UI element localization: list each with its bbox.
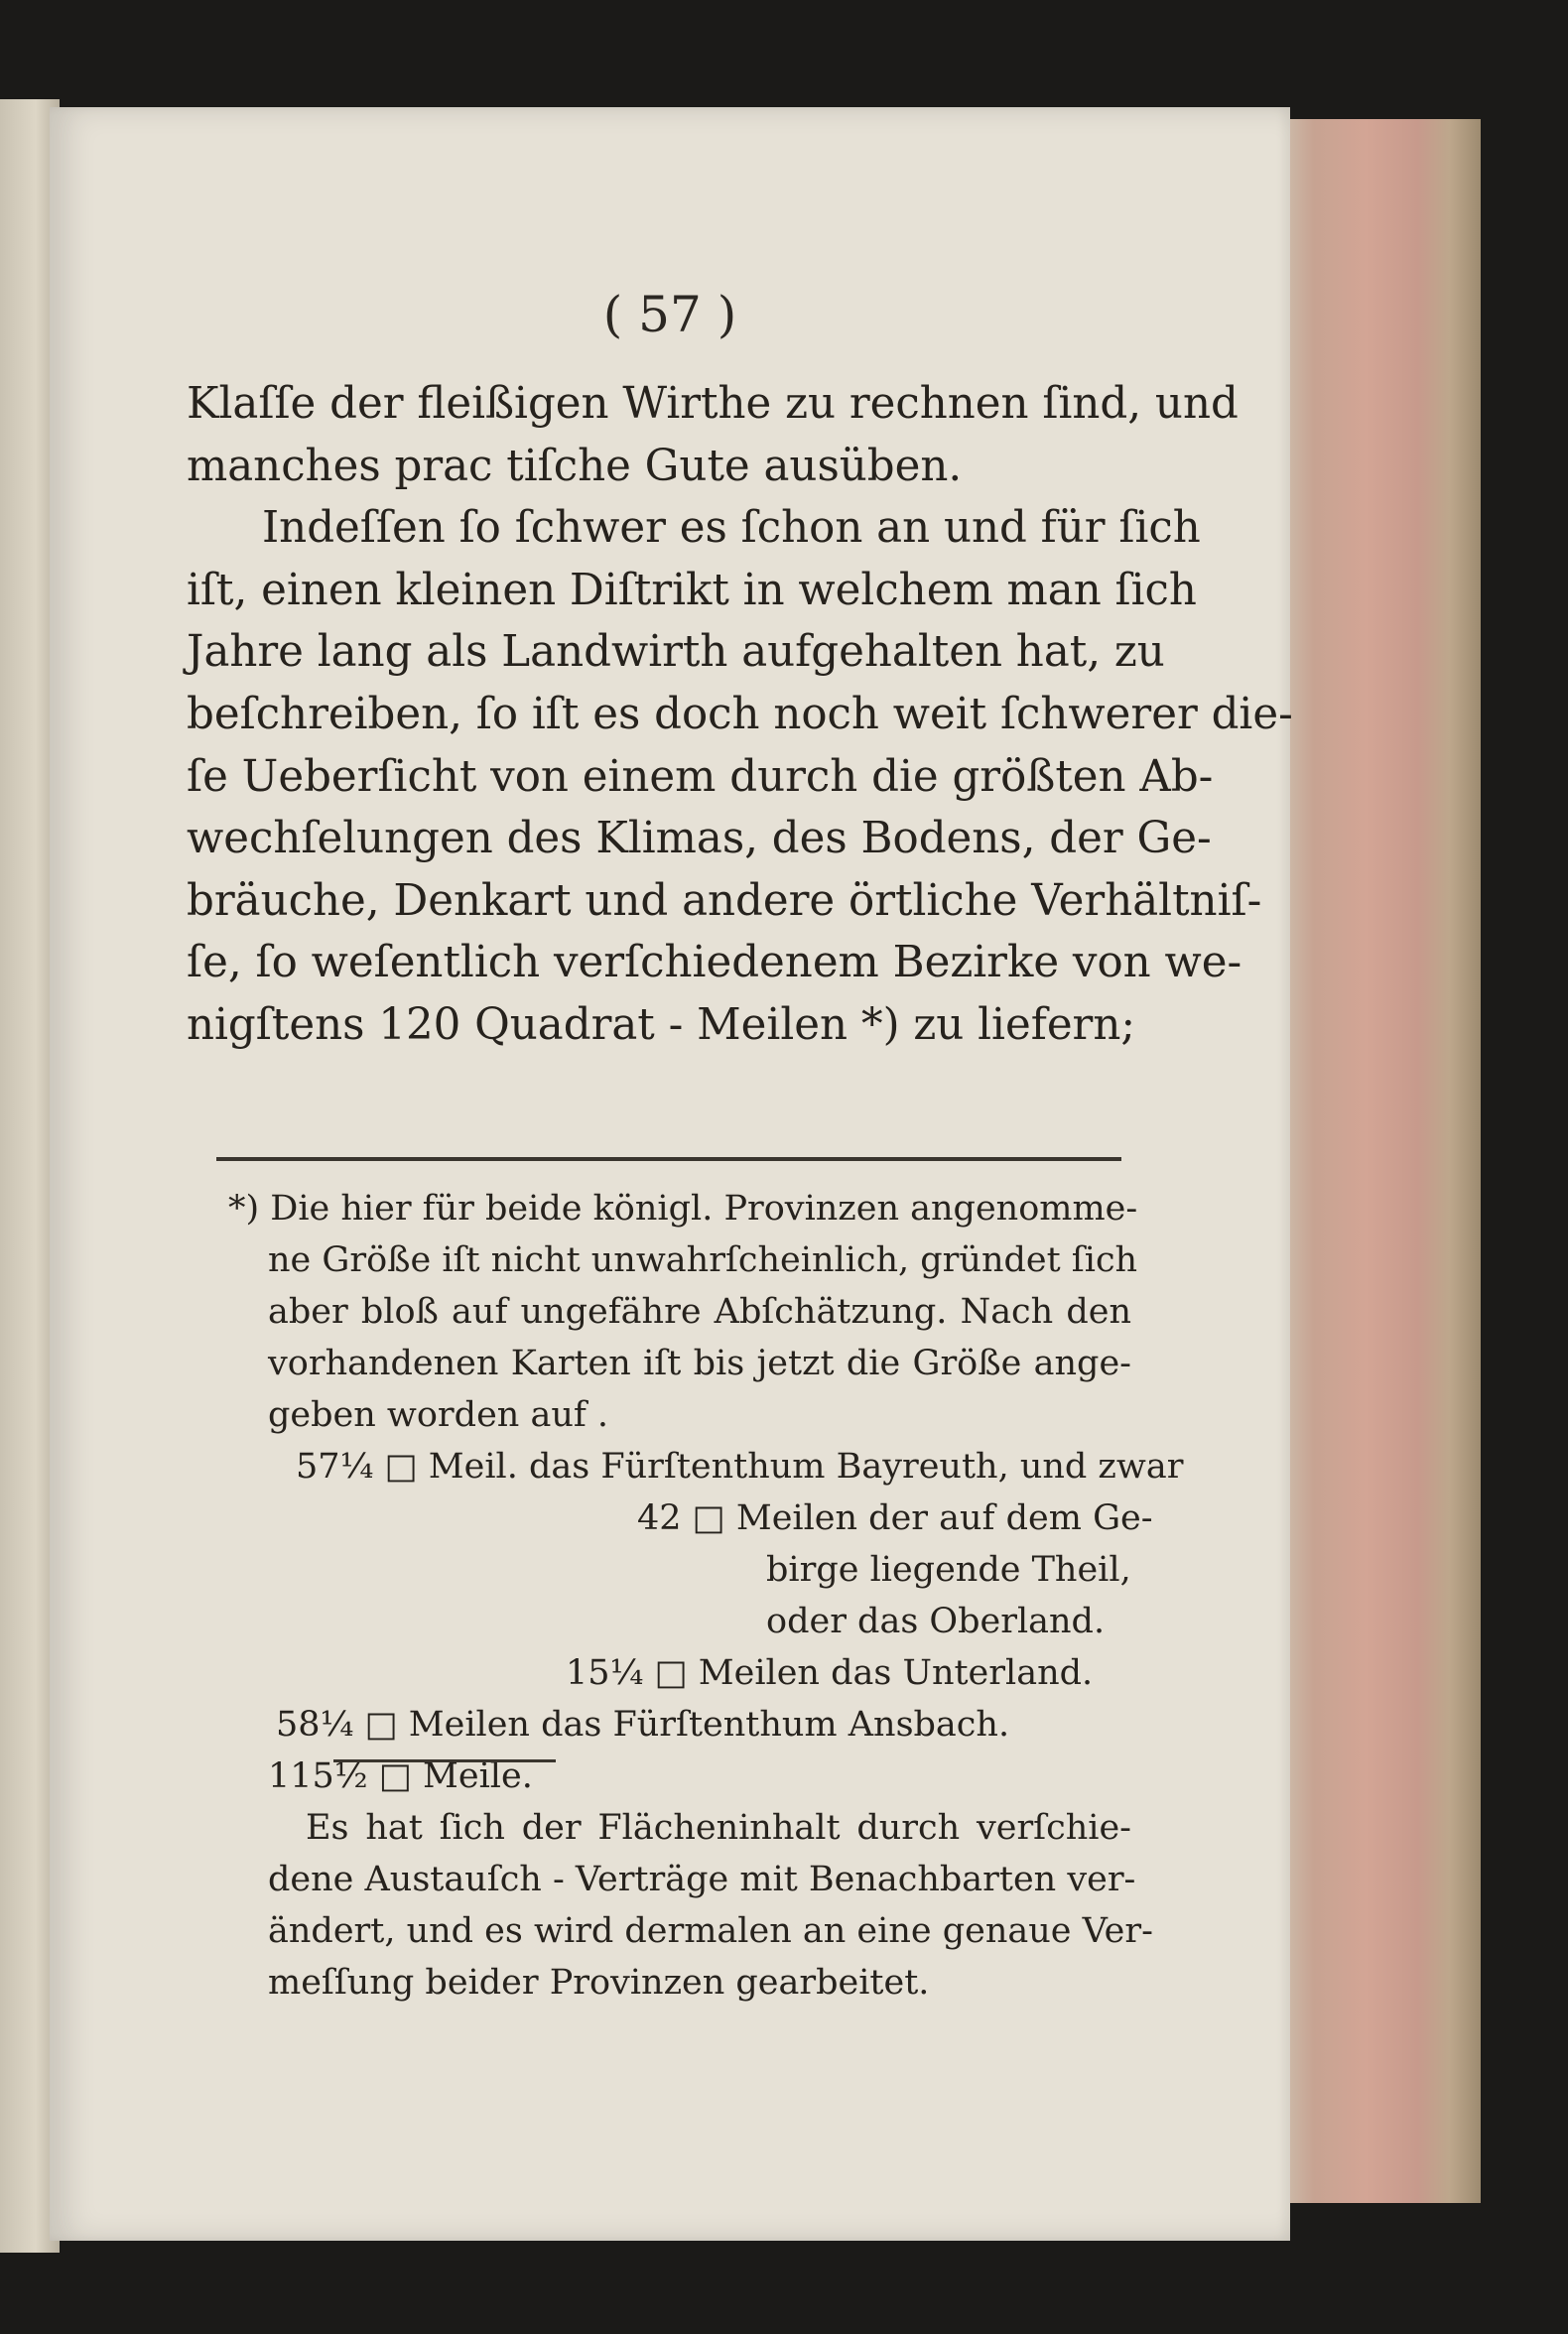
- footnote-line: vorhandenen Karten iſt bis jetzt die Größe ange-: [268, 1344, 1131, 1383]
- footnote: [228, 1183, 1184, 2009]
- book-page-edges: [1272, 119, 1481, 2203]
- text-line: Indeſſen ſo ſchwer es ſchon an und für ſich: [262, 503, 1201, 554]
- footnote-line: meſſung beider Provinzen gearbeitet.: [268, 1963, 930, 2003]
- main-text: [187, 373, 1293, 1057]
- footnote-line: aber bloß auf ungefähre Abſchätzung. Nach den: [268, 1292, 1131, 1332]
- text-line: ſe Ueberſicht von einem durch die größten Ab-: [187, 751, 1214, 802]
- text-line: Klaſſe der fleißigen Wirthe zu rechnen ſind, und: [187, 379, 1239, 429]
- book-page: [50, 107, 1293, 2241]
- text-line: iſt, einen kleinen Diſtrikt in welchem man ſich: [187, 565, 1197, 615]
- area-table-row: birge liegende Theil,: [766, 1550, 1131, 1590]
- sum-rule: [333, 1759, 556, 1762]
- footnote-line: dene Austauſch - Verträge mit Benachbarten ver-: [268, 1860, 1136, 1899]
- area-table-row: 15¼ □ Meilen das Unterland.: [566, 1653, 1094, 1693]
- text-line: ſe, ſo weſentlich verſchiedenem Bezirke von we-: [187, 938, 1242, 988]
- page-number: ( 57 ): [602, 286, 737, 343]
- text-line: wechſelungen des Klimas, des Bodens, der Ge-: [187, 814, 1212, 864]
- area-table-row: 58¼ □ Meilen das Fürſtenthum Ansbach.: [276, 1705, 1010, 1745]
- area-table-row: 42 □ Meilen der auf dem Ge-: [637, 1498, 1153, 1538]
- footnote-line: ändert, und es wird dermalen an eine genaue Ver-: [268, 1911, 1153, 1951]
- footnote-divider: [216, 1157, 1121, 1161]
- area-table-total: 115½ □ Meile.: [268, 1756, 533, 1796]
- text-line: manches prac tiſche Gute ausüben.: [187, 441, 963, 491]
- area-table-row: 57¼ □ Meil. das Fürſtenthum Bayreuth, und zwar: [296, 1447, 1184, 1487]
- text-line: Jahre lang als Landwirth aufgehalten hat, zu: [187, 627, 1165, 678]
- text-line: nigſtens 120 Quadrat - Meilen *) zu liefern;: [187, 999, 1136, 1050]
- footnote-line: *) Die hier für beide königl. Provinzen angenomme-: [228, 1189, 1138, 1229]
- footnote-line: geben worden auf .: [268, 1395, 609, 1435]
- text-line: beſchreiben, ſo iſt es doch noch weit ſchwerer die-: [187, 689, 1293, 739]
- footnote-line: Es hat ſich der Flächeninhalt durch verſchie-: [306, 1808, 1131, 1848]
- area-table-row: oder das Oberland.: [766, 1602, 1106, 1641]
- text-line: bräuche, Denkart und andere örtliche Verhältniſ-: [187, 875, 1262, 926]
- footnote-line: ne Größe iſt nicht unwahrſcheinlich, gründet ſich: [268, 1240, 1138, 1280]
